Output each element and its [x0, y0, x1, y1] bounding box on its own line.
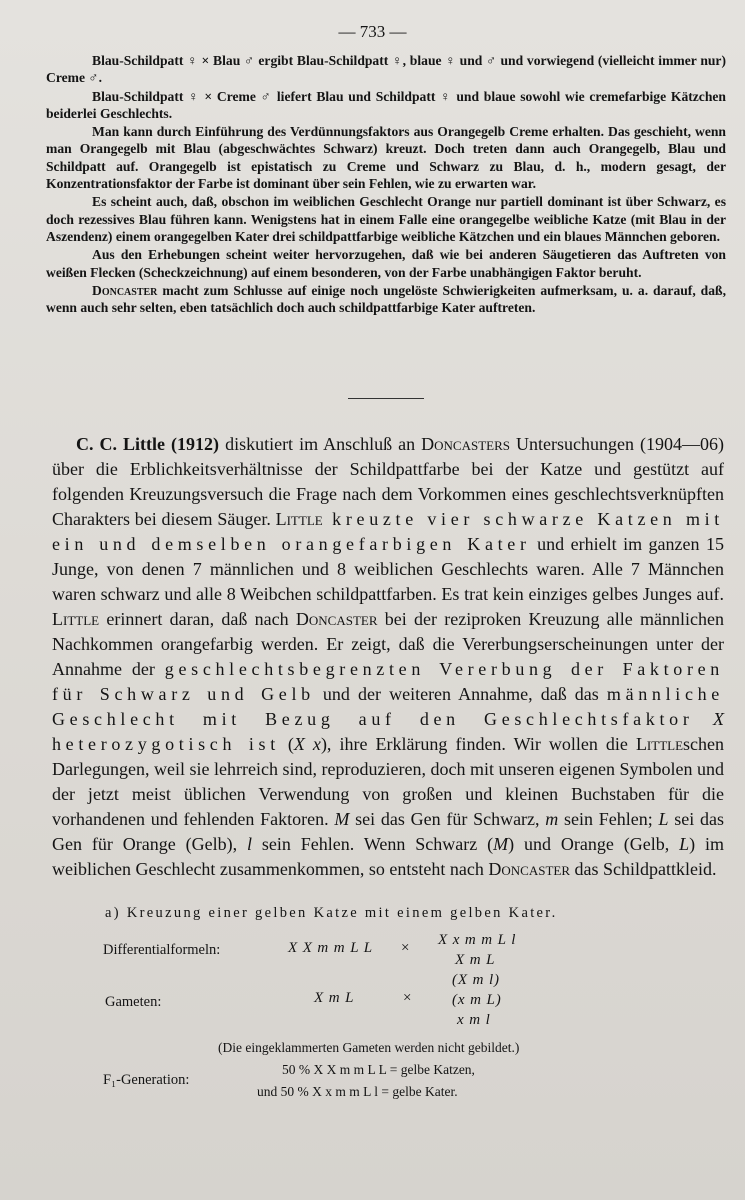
little-paragraph [52, 432, 724, 882]
main-text [52, 432, 724, 882]
paragraph-weisse-flecken: Aus den Erhebungen scheint weiter hervorzugehen, daß wie bei anderen Säugetieren das Auftreten von weißen Flecken (Scheckzeichnung) auf einem besonderen, von der Farbe unabhängigen Faktor beruht. [46, 247, 726, 280]
text-span: ) im weiblichen Geschlecht zusammenkommen, so entsteht nach [52, 834, 725, 879]
paragraph-verduennung: Man kann durch Einführung des Verdünnungsfaktors aus Orangegelb Creme erhalten. Das geschieht, wenn man Orangegelb mit Blau (abgeschwächtes Schwarz) kreuzt. Doch treten dann auch Orangegelb, Blau und Schildpatt auf. Orangegelb ist epistatisch zu Creme und Schwarz zu Blau, d. h., modern gesagt, der Konzentrationsfaktor der Farbe ist dominant über sein Fehlen, wie zu erwarten war. [46, 124, 726, 192]
spaced-text: heterozygotisch ist [52, 734, 280, 754]
text-span: ( [279, 734, 294, 754]
paragraph-blau-creme: Blau-Schildpatt ♀ × Creme ♂ liefert Blau und Schildpatt ♀ und blaue sowohl wie cremefarbige Kätzchen beiderlei Geschlechts. [46, 88, 726, 121]
doncaster-text: macht zum Schlusse auf einige noch ungelöste Schwierigkeiten aufmerksam, u. a. darauf, daß, wenn auch sehr selten, eben tatsächlich doch auch schildpattfarbige Kater auftreten. [46, 282, 726, 316]
text-span: und der weiteren Annahme, daß das [314, 684, 607, 704]
male-formula-reduced: X m L [455, 952, 496, 968]
author-name: Doncaster [295, 609, 378, 629]
text-span: diskutiert im Anschluß an [219, 434, 422, 454]
male-gamete-2: (x m L) [452, 992, 502, 1008]
author-doncaster: Doncaster [92, 282, 158, 298]
math-symbol: L [679, 834, 690, 854]
f1-result-line-2: und 50 % X x m m L l = gelbe Kater. [257, 1084, 458, 1099]
author-name: Doncasters [421, 434, 510, 454]
math-symbol: m [545, 809, 559, 829]
author-little: C. C. Little (1912) [76, 434, 220, 454]
text-span: bei der reziproken Kreuzung alle männlichen Nachkommen orangefarbig werden. Er zeigt, daß die Vererbungserscheinungen unter der Annahme der [52, 609, 724, 679]
cross-heading: a) Kreuzung einer gelben Katze mit einem gelben Kater. [105, 905, 558, 921]
text-span: ) und Orange (Gelb, [508, 834, 680, 854]
f1-result-line-1: 50 % X X m m L L = gelbe Katzen, [282, 1062, 475, 1077]
male-gamete-3: x m l [457, 1012, 491, 1028]
text-span: sei das Gen für Schwarz, [349, 809, 546, 829]
male-formula: X x m m L l [438, 932, 517, 948]
author-name: Doncaster [488, 859, 570, 879]
page-number: — 733 — [338, 22, 407, 41]
gameten-note: (Die eingeklammerten Gameten werden nicht gebildet.) [218, 1040, 520, 1055]
text-span: sein Fehlen. Wenn Schwarz ( [252, 834, 494, 854]
author-name: Little [52, 609, 100, 629]
differentialformeln-label: Differentialformeln: [103, 942, 221, 958]
gamete-times-symbol: × [403, 990, 412, 1006]
text-span: und erhielt im ganzen 15 Junge, von denen 7 männlichen und 8 weiblichen Geschlechts waren. Alle 7 Männchen waren schwarz und alle 8 Weibchen schildpattfarben. Es trat kein einziges gelbes Junges auf. [52, 534, 725, 604]
paragraph-doncaster [46, 282, 726, 317]
female-formula: X X m m L L [288, 940, 374, 956]
math-symbol: X [693, 709, 725, 729]
math-symbol: M [334, 809, 350, 829]
spaced-text: kreuzte vier schwarze Katzen mit ein und demselben orangefarbigen Kater [52, 509, 724, 554]
paragraph-blau-blau: Blau-Schildpatt ♀ × Blau ♂ ergibt Blau-Schildpatt ♀, blaue ♀ und ♂ und vorwiegend (vielleicht immer nur) Creme ♂. [46, 53, 726, 86]
female-gamete: X m L [314, 990, 355, 1006]
text-span: sein Fehlen; [558, 809, 659, 829]
paragraph-rezessiv-blau: Es scheint auch, daß, obschon im weiblichen Geschlecht Orange nur partiell dominant ist über Schwarz, es doch rezessives Blau führen kann. Wenigstens hat in einem Falle eine orangegelbe weibliche Katze (mit Blau in der Aszendenz) einem orangegelben Kater drei schildpattfarbige weibliche Kätzchen und ein blaues Männchen geboren. [46, 194, 726, 244]
cross-times-symbol: × [401, 940, 410, 956]
text-span: Untersuchungen (1904—06) über die Erblichkeitsverhältnisse der Schildpattfarbe bei der Katze und gestützt auf folgenden Kreuzungsversuch die Frage nach dem Vorkommen eines geschlechtsverknüpften Charakters bei diesem Säuger. [52, 434, 724, 529]
math-symbol: M [493, 834, 509, 854]
f1-generation-label: F₁-Generation: [103, 1072, 190, 1088]
math-symbol: L [658, 809, 669, 829]
gameten-label: Gameten: [105, 994, 162, 1010]
text-span: schen Darlegungen, weil sie lehrreich sind, reproduzieren, doch mit unseren eigenen Symbolen und der jetzt meist üblichen Verwendung von großen und kleinen Buchstaben für die vorhandenen und fehlenden Faktoren. [52, 734, 725, 829]
author-name: Little [275, 509, 323, 529]
text-span: erinnert daran, daß nach [99, 609, 296, 629]
male-gamete-1: (X m l) [452, 972, 500, 988]
spaced-text: geschlechtsbegrenzten Vererbung der Faktoren für Schwarz und Gelb [52, 659, 724, 704]
text-span: ), ihre Erklärung finden. Wir wollen die [320, 734, 636, 754]
math-symbol: l [246, 834, 252, 854]
text-span: das Schildpattkleid. [570, 859, 717, 879]
author-name: Little [635, 734, 684, 754]
section-divider [348, 398, 424, 399]
small-print-block [46, 52, 726, 317]
text-span: sei das Gen für Orange (Gelb), [52, 809, 724, 854]
spaced-text: männliche Geschlecht mit Bezug auf den Geschlechtsfaktor [52, 684, 724, 729]
math-symbol: X x [293, 734, 321, 754]
